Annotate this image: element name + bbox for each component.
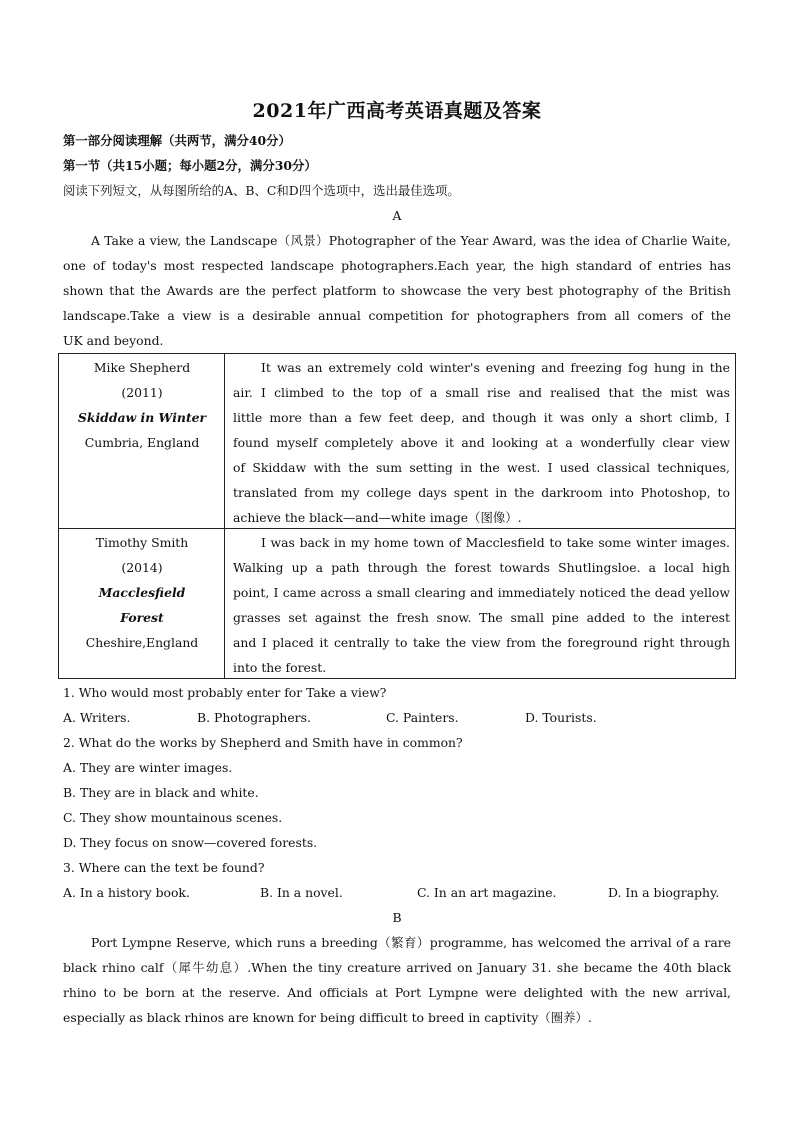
description-line: It was an extremely cold winter's evening and freezing fog hung in the bbox=[261, 360, 730, 375]
photographer-name: Timothy Smith bbox=[95, 535, 189, 550]
description-line: Walking up a path through the forest towards Shutlingsloe. a local high bbox=[233, 560, 730, 575]
q2-option-d: D. They focus on snow—covered forests. bbox=[63, 835, 318, 850]
description-line: of Skiddaw with the sum setting in the west. I used classical techniques, bbox=[233, 460, 730, 475]
instructions: 阅读下列短文，从每图所给的A、B、C和D四个选项中，选出最佳选项。 bbox=[63, 183, 460, 198]
q1-option-c: C. Painters. bbox=[386, 710, 459, 725]
description-line: air. I climbed to the top of a small rise and realised that the mist was bbox=[233, 385, 730, 400]
description-line: into the forest. bbox=[233, 660, 327, 675]
photo-location: Cumbria, England bbox=[84, 435, 200, 450]
photo-description-cell bbox=[225, 529, 735, 678]
photo-location: Cheshire,England bbox=[85, 635, 199, 650]
description-line: achieve the black—and—white image（图像）. bbox=[233, 510, 522, 525]
table-row bbox=[59, 354, 735, 529]
passage-a-line: one of today's most respected landscape photographers.Each year, the high standard of entries has bbox=[63, 258, 731, 273]
passage-b-label: B bbox=[392, 910, 402, 925]
q2-option-c: C. They show mountainous scenes. bbox=[63, 810, 283, 825]
photo-title: Forest bbox=[120, 610, 164, 625]
photographer-table bbox=[58, 353, 736, 679]
passage-a-label: A bbox=[392, 208, 402, 223]
section1-heading: 第一节（共15小题；每小题2分，满分30分） bbox=[63, 158, 317, 173]
page-title: 2021年广西高考英语真题及答案 bbox=[252, 100, 542, 122]
passage-a-line: A Take a view, the Landscape（风景）Photographer of the Year Award, was the idea of Charlie Waite, bbox=[91, 233, 731, 248]
photo-year: (2011) bbox=[121, 385, 163, 400]
q3-option-d: D. In a biography. bbox=[608, 885, 720, 900]
part1-heading: 第一部分阅读理解（共两节，满分40分） bbox=[63, 133, 291, 148]
description-line: I was back in my home town of Macclesfield to take some winter images. bbox=[261, 535, 730, 550]
description-line: little more than a few feet deep, and though it was only a short climb, I bbox=[233, 410, 730, 425]
passage-b-line: black rhino calf（犀牛幼息）.When the tiny creature arrived on January 31. she became the 40th black bbox=[63, 960, 731, 975]
description-line: and I placed it centrally to take the view from the foreground right through bbox=[233, 635, 730, 650]
passage-b-line: especially as black rhinos are known for being difficult to breed in captivity（圈养）. bbox=[63, 1010, 592, 1025]
photo-title: Skiddaw in Winter bbox=[77, 410, 207, 425]
question-3: 3. Where can the text be found? bbox=[63, 860, 265, 875]
photo-year: (2014) bbox=[121, 560, 163, 575]
photographer-info-cell bbox=[59, 354, 225, 528]
question-2: 2. What do the works by Shepherd and Smith have in common? bbox=[63, 735, 463, 750]
passage-b-line: Port Lympne Reserve, which runs a breeding（繁育）programme, has welcomed the arrival of a rare bbox=[91, 935, 731, 950]
photographer-name: Mike Shepherd bbox=[93, 360, 191, 375]
q2-option-b: B. They are in black and white. bbox=[63, 785, 259, 800]
description-line: point, I came across a small clearing and immediately noticed the dead yellow bbox=[233, 585, 730, 600]
passage-b-line: rhino to be born at the reserve. And officials at Port Lympne were delighted with the new arrival, bbox=[63, 985, 731, 1000]
photo-description-cell bbox=[225, 354, 735, 528]
photo-title: Macclesfield bbox=[98, 585, 186, 600]
passage-a-line: UK and beyond. bbox=[63, 333, 164, 348]
q1-option-b: B. Photographers. bbox=[197, 710, 311, 725]
description-line: found myself completely above it and looking at a wonderfully clear view bbox=[233, 435, 730, 450]
q3-option-b: B. In a novel. bbox=[260, 885, 343, 900]
q3-option-a: A. In a history book. bbox=[63, 885, 190, 900]
passage-a-line: shown that the Awards are the perfect platform to showcase the very best photography of the British bbox=[63, 283, 731, 298]
table-row bbox=[59, 529, 735, 678]
photographer-info-cell bbox=[59, 529, 225, 678]
question-1: 1. Who would most probably enter for Take a view? bbox=[63, 685, 387, 700]
description-line: grasses set against the fresh snow. The small pine added to the interest bbox=[233, 610, 730, 625]
q1-option-a: A. Writers. bbox=[63, 710, 131, 725]
q1-option-d: D. Tourists. bbox=[525, 710, 597, 725]
passage-a-line: landscape.Take a view is a desirable annual competition for photographers from all comers of the bbox=[63, 308, 731, 323]
q2-option-a: A. They are winter images. bbox=[63, 760, 233, 775]
description-line: translated from my college days spent in the darkroom into Photoshop, to bbox=[233, 485, 730, 500]
q3-option-c: C. In an art magazine. bbox=[417, 885, 557, 900]
